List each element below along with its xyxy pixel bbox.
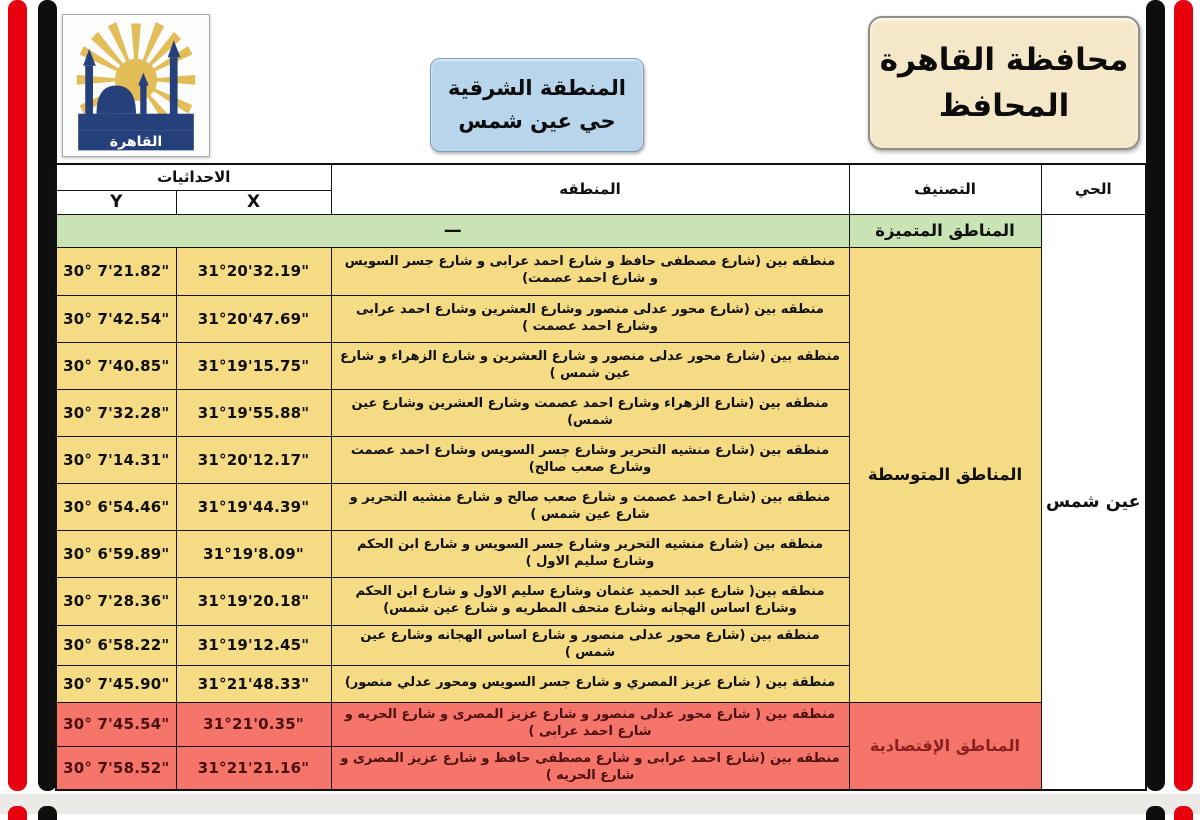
y-coordinate: 30° 6'58.22" [56,625,176,665]
area-cell: منطقه بين (شارع مصطفى حافظ و شارع احمد عرابى و شارع جسر السويس و شارع احمد عصمت) [331,247,849,295]
x-coordinate: 31°19'55.88" [176,389,331,436]
header-y: Y [56,190,176,214]
left-outer-red-stripe [8,0,27,791]
district-cell: عين شمس [1041,214,1146,790]
x-coordinate: 31°21'21.16" [176,746,331,790]
y-coordinate: 30° 7'45.90" [56,665,176,702]
x-coordinate: 31°19'8.09" [176,530,331,577]
header-x: X [176,190,331,214]
mosque-sun-emblem-icon [63,15,209,156]
table-row [56,702,1146,746]
area-cell: منطقه بين (شارع الزهراء وشارع احمد عصمت وشارع العشرين وشارع عين شمس) [331,389,849,436]
governorate-title-box [868,16,1140,150]
area-cell: منطقه بين (شارع منشيه التحرير وشارع جسر السويس وشارع احمد عصمت وشارع صعب صالح) [331,436,849,483]
table-header-row-1 [56,164,1146,190]
area-cell: منطقه بين (شارع احمد عصمت و شارع صعب صالح و شارع منشيه التحرير و شارع عين شمس ) [331,483,849,530]
left-black-stripe-stub [38,806,57,820]
x-coordinate: 31°21'48.33" [176,665,331,702]
areas-classification-table [55,163,1147,791]
region-line2: حي عين شمس [458,109,616,133]
x-coordinate: 31°19'44.39" [176,483,331,530]
area-cell: منطقه بين (شارع احمد عرابى و شارع مصطفى حافظ و شارع عزيز المصرى و شارع الحريه ) [331,746,849,790]
table-row [56,214,1146,247]
y-coordinate: 30° 7'28.36" [56,577,176,625]
right-black-stripe-stub [1146,806,1165,820]
left-red-stripe-stub [8,806,27,820]
region-line1: المنطقة الشرقية [448,76,626,101]
cairo-governorate-logo [62,14,210,157]
right-outer-red-stripe [1174,0,1193,791]
x-coordinate: 31°19'15.75" [176,342,331,389]
x-coordinate: 31°21'0.35" [176,702,331,746]
area-cell: منطقة بين ( شارع عزيز المصري و شارع جسر السويس ومحور عدلي منصور) [331,665,849,702]
header-district: الحي [1041,164,1146,214]
classification-economic: المناطق الإقتصادية [849,702,1041,790]
y-coordinate: 30° 7'40.85" [56,342,176,389]
area-cell: منطقه بين (شارع محور عدلى منصور و شارع العشرين و شارع الزهراء و شارع عين شمس ) [331,342,849,389]
right-red-stripe-stub [1174,806,1193,820]
area-cell: منطقه بين (شارع محور عدلى منصور وشارع العشرين وشارع احمد عرابى وشارع احمد عصمت ) [331,295,849,342]
header-classification: التصنيف [849,164,1041,214]
governorate-line1: محافظة القاهرة [879,41,1129,78]
x-coordinate: 31°19'12.45" [176,625,331,665]
area-cell: منطقه بين (شارع منشيه التحرير وشارع جسر السويس و شارع ابن الحكم وشارع سليم الاول ) [331,530,849,577]
table-row [56,247,1146,295]
logo-caption: القاهرة [109,134,163,151]
y-coordinate: 30° 7'21.82" [56,247,176,295]
region-title-box [430,58,644,152]
classification-distinguished: المناطق المتميزة [849,214,1041,247]
y-coordinate: 30° 6'54.46" [56,483,176,530]
x-coordinate: 31°20'12.17" [176,436,331,483]
area-cell: منطقه بين( شارع عبد الحميد عثمان وشارع سليم الاول و شارع ابن الحكم وشارع اساس الهجانه وشارع متحف المطريه و شارع عين شمس) [331,577,849,625]
y-coordinate: 30° 7'32.28" [56,389,176,436]
x-coordinate: 31°20'32.19" [176,247,331,295]
y-coordinate: 30° 7'45.54" [56,702,176,746]
page-bottom-edge [0,794,1200,814]
y-coordinate: 30° 7'58.52" [56,746,176,790]
right-inner-black-stripe [1146,0,1165,791]
header-area: المنطقه [331,164,849,214]
x-coordinate: 31°19'20.18" [176,577,331,625]
y-coordinate: 30° 7'14.31" [56,436,176,483]
distinguished-empty-cell: — [56,214,849,247]
x-coordinate: 31°20'47.69" [176,295,331,342]
y-coordinate: 30° 6'59.89" [56,530,176,577]
area-cell: منطقه بين (شارع محور عدلى منصور و شارع اساس الهجانه وشارع عين شمس ) [331,625,849,665]
y-coordinate: 30° 7'42.54" [56,295,176,342]
governorate-line2: المحافظ [938,88,1070,124]
area-cell: منطقه بين ( شارع محور عدلى منصور و شارع عزيز المصرى و شارع الحريه و شارع احمد عرابى ) [331,702,849,746]
header-coordinates: الاحداثيات [56,164,331,190]
classification-medium: المناطق المتوسطة [849,247,1041,702]
